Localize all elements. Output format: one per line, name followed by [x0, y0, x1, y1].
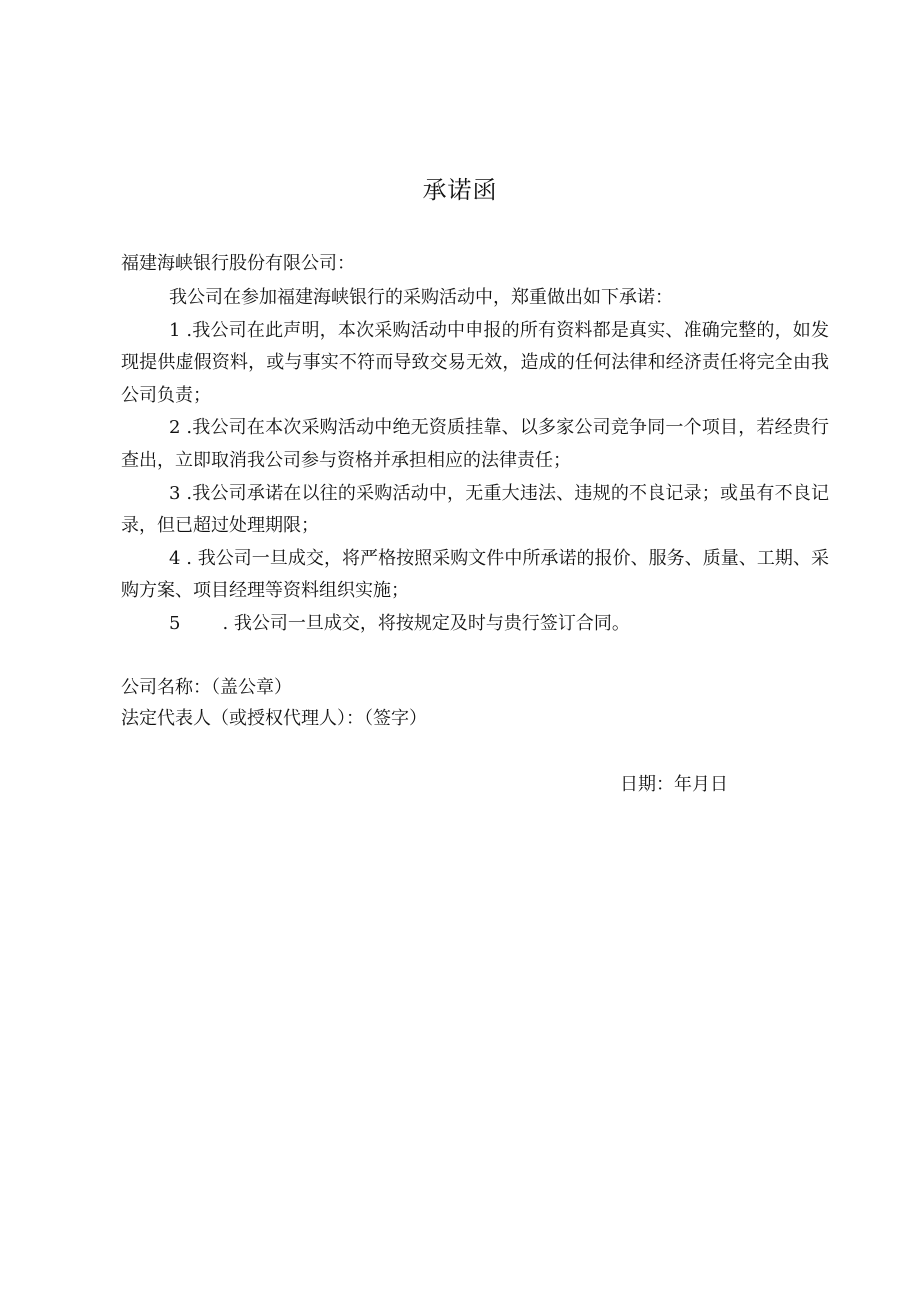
commitment-body	[121, 282, 829, 641]
item-number: 1	[169, 319, 181, 341]
legal-representative-line: 法定代表人（或授权代理人）：（签字）	[121, 708, 427, 729]
commitment-item-1	[121, 315, 829, 413]
commitment-item-5	[121, 608, 829, 641]
company-name-line: 公司名称：（盖公章）	[121, 677, 292, 698]
commitment-item-4	[121, 543, 829, 608]
commitment-item-2	[121, 412, 829, 477]
intro-paragraph: 我公司在参加福建海峡银行的采购活动中，郑重做出如下承诺：	[169, 287, 673, 308]
document-title: 承诺函	[422, 176, 498, 204]
item-text: .我公司承诺在以往的采购活动中，无重大违法、违规的不良记录；或虽有不良记录，但已超过处理期限；	[121, 482, 829, 537]
item-text: . 我公司一旦成交，将严格按照采购文件中所承诺的报价、服务、质量、工期、采购方案、项目经理等资料组织实施；	[121, 547, 829, 602]
item-number: 2	[169, 417, 181, 439]
item-text: .我公司在本次采购活动中绝无资质挂靠、以多家公司竞争同一个项目，若经贵行查出，立即取消我公司参与资格并承担相应的法律责任；	[121, 417, 829, 471]
item-text: .我公司在此声明，本次采购活动中申报的所有资料都是真实、准确完整的，如发现提供虚假资料，或与事实不符而导致交易无效，造成的任何法律和经济责任将完全由我公司负责；	[121, 319, 829, 406]
commitment-item-3	[121, 478, 829, 543]
item-number: 4	[169, 547, 181, 569]
item-number: 3	[169, 482, 181, 504]
addressee: 福建海峡银行股份有限公司：	[121, 253, 355, 274]
date-line: 日期：年月日	[620, 774, 728, 795]
item-text: . 我公司一旦成交，将按规定及时与贵行签订合同。	[222, 612, 630, 634]
item-number: 5	[169, 612, 181, 634]
